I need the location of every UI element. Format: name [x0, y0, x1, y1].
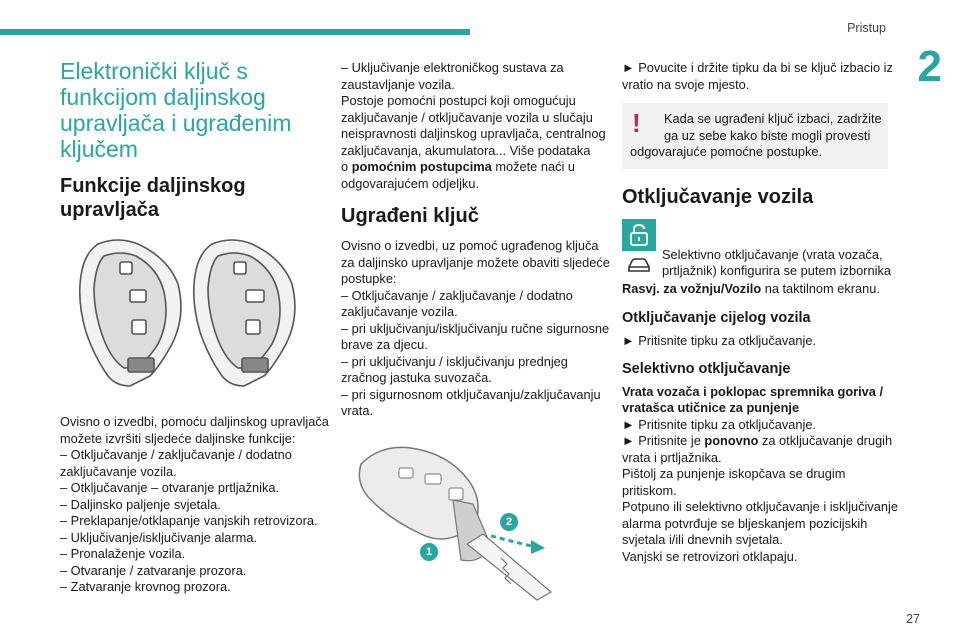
list-item: – Otključavanje – otvaranje prtljažnika.: [60, 480, 280, 495]
section-label: Pristup: [847, 21, 886, 35]
list-item: – Preklapanje/otklapanje vanjskih retrovizora.: [60, 513, 318, 528]
eject-key-step: ► Povucite i držite tipku da bi se ključ izbacio iz vratio na svoje mjesto.: [622, 60, 893, 92]
aux-procedures-reference: pomoćnim postupcima: [351, 159, 492, 174]
remote-key-right: [194, 240, 295, 386]
car-icon: [622, 251, 656, 279]
selective-unlock-config: Selektivno otključavanje (vrata vozača, prtljažnik) konfigurira se putem izbornika Rasvj. za vožnju/Vozilo na taktilnom ekranu.: [622, 219, 888, 298]
column-2: [341, 60, 610, 604]
subheading-selective-unlock: Selektivno otključavanje: [622, 360, 791, 377]
remote-key-left: [80, 240, 181, 386]
integrated-key-text: Ovisno o izvedbi, uz pomoć ugrađenog ključa za daljinsko upravljanje možete obaviti sljedeće postupke: – Otključavanje / zaključavanje / dodatno zaključavanje vozila. – pri uključivanju/isključivanju ručne sigurnosne brave za djecu. – pri uključivanju / isključivanju prednjeg zračnog jastuka suvozača. – pri sigurnosnom otključavanju/zaključavanju vrata.: [341, 238, 610, 418]
warning-exclamation-icon: !: [632, 108, 641, 138]
integrated-key-illustration: [341, 434, 603, 604]
section-heading-unlocking: Otključavanje vozila: [622, 185, 814, 208]
remote-keys-illustration: [60, 236, 320, 396]
full-unlock-step: ► Pritisnite tipku za otključavanje.: [622, 333, 817, 348]
section-heading-integrated-key: Ugrađeni ključ: [341, 205, 479, 227]
page-title: Elektronički ključ s funkcijom daljinskog upravljača i ugrađenim ključem: [60, 58, 292, 162]
chapter-number: 2: [917, 42, 942, 91]
remote-functions-text: Ovisno o izvedbi, pomoću daljinskog upravljača možete izvršiti sljedeće daljinske funkcije: – Otključavanje / zaključavanje / dodatno zaključavanje vozila. – Otključavanje – otvaranje prtljažnika. – Daljinsko paljenje svjetala. – Preklapanje/otklapanje vanjskih retrovizora. – Uključivanje/isključivanje alarma. – Pronalaženje vozila. – Otvaranje / zatvaranje prozora. – Zatvaranje krovnog prozora.: [60, 414, 329, 594]
warning-box: ! Kada se ugrađeni ključ izbaci, zadržite ga uz sebe kako biste mogli provesti odgovarajuće pomoćne postupke.: [622, 103, 888, 169]
callout-1: 1: [425, 545, 433, 558]
selective-unlock-text: Vrata vozača i poklopac spremnika goriva / vratašca utičnice za punjenje ► Pritisnite tipku za otključavanje. ► Pritisnite je ponovno za otključavanje drugih vrata i prtljažnika. Pištolj za punjenje iskopčava se drugim pritiskom. Potpuno ili selektivno otključavanje i isključivanje alarma potvrđuje se bljeskanjem pozicijskih svjetala i/ili dnevnih svjetala. Vanjski se retrovizori otklapaju.: [622, 383, 898, 564]
unlock-padlock-icon: [622, 219, 656, 251]
pull-arrow: [491, 536, 531, 546]
list-item: – Otključavanje / zaključavanje / dodatno: [60, 447, 292, 462]
list-item: – Uključivanje/isključivanje alarma.: [60, 529, 258, 545]
header-accent-bar: [0, 29, 470, 35]
menu-path: Rasvj. za vožnju/Vozilo: [622, 280, 762, 296]
list-item: – Otvaranje / zatvaranje prozora.: [60, 562, 247, 578]
column-3: [622, 60, 898, 565]
section-heading-remote: Funkcije daljinskog upravljača: [60, 175, 246, 221]
callout-2: 2: [505, 515, 513, 528]
column-1: [60, 58, 329, 596]
list-item: – Zatvaranje krovnog prozora.: [60, 579, 231, 594]
list-item: – Daljinsko paljenje svjetala.: [60, 496, 221, 512]
aux-procedures-text: – Uključivanje elektroničkog sustava za zaustavljanje vozila. Postoje pomoćni postupci koji omogućuju zaključavanje / otključavanje vozila u slučaju neispravnosti daljinskog upravljača, centralnog zaključavanja, akumulatora... Više podataka o pomoćnim postupcima možete naći u odgovarajućem odjeljku.: [341, 60, 606, 191]
list-item: – Pronalaženje vozila.: [60, 546, 186, 561]
subheading-full-unlock: Otključavanje cijelog vozila: [622, 310, 811, 326]
list-item: zaključavanje vozila.: [60, 463, 177, 479]
page-number: 27: [906, 612, 920, 626]
